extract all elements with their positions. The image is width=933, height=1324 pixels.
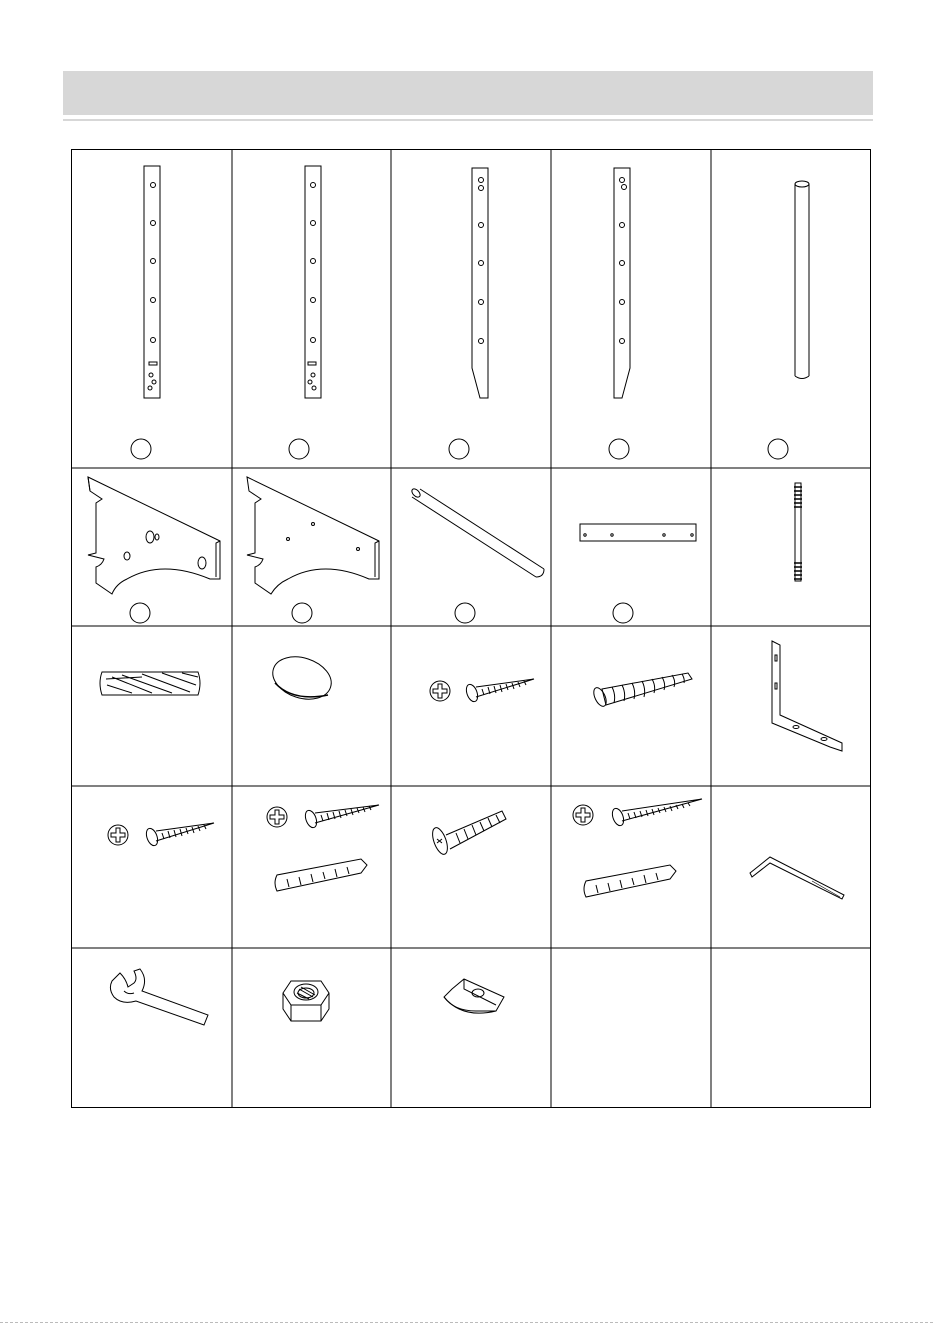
screw-icon [392, 627, 552, 787]
bracket-plate-icon [233, 469, 392, 627]
part-wooden-dowel [72, 627, 233, 787]
l-bracket-icon [712, 627, 872, 787]
rod-icon [712, 150, 872, 469]
part-wall-anchor-screw [552, 627, 712, 787]
part-cap-cover [233, 627, 392, 787]
part-wrench [72, 949, 233, 1109]
part-round-rod [712, 150, 872, 469]
dowel-icon [72, 627, 233, 787]
screw-icon [72, 787, 233, 949]
part-bracket-plate-a [72, 469, 233, 627]
threaded-rod-icon [712, 469, 872, 627]
cam-nut-icon [392, 949, 552, 1109]
flat-bar-icon [552, 469, 712, 627]
part-empty-1 [552, 949, 712, 1109]
part-diagonal-rod [392, 469, 552, 627]
long-strip-icon [72, 150, 233, 469]
allen-key-icon [712, 787, 872, 949]
part-hex-nut [233, 949, 392, 1109]
long-strip-icon [233, 150, 392, 469]
part-threaded-rod [712, 469, 872, 627]
tapered-strip-icon [392, 150, 552, 469]
parts-grid [71, 149, 871, 1108]
bracket-plate-icon [72, 469, 233, 627]
part-screw-and-plug-b [552, 787, 712, 949]
part-l-bracket [712, 627, 872, 787]
machine-screw-icon [392, 787, 552, 949]
part-allen-key [712, 787, 872, 949]
part-wood-screw-long [72, 787, 233, 949]
part-long-panel-strip-a [72, 150, 233, 469]
part-wood-screw [392, 627, 552, 787]
part-flat-bar [552, 469, 712, 627]
hex-nut-icon [233, 949, 392, 1109]
part-cam-nut [392, 949, 552, 1109]
part-tapered-strip-a [392, 150, 552, 469]
wrench-icon [72, 949, 233, 1109]
header-rule [63, 119, 873, 121]
part-empty-2 [712, 949, 872, 1109]
anchor-screw-icon [552, 627, 712, 787]
screw-plug-icon [233, 787, 392, 949]
screw-plug-icon [552, 787, 712, 949]
part-screw-and-plug-a [233, 787, 392, 949]
part-tapered-strip-b [552, 150, 712, 469]
cap-icon [233, 627, 392, 787]
tapered-strip-icon [552, 150, 712, 469]
part-long-panel-strip-b [233, 150, 392, 469]
part-bracket-plate-b [233, 469, 392, 627]
part-machine-screw [392, 787, 552, 949]
header-bar [63, 71, 873, 115]
rod-icon [392, 469, 552, 627]
